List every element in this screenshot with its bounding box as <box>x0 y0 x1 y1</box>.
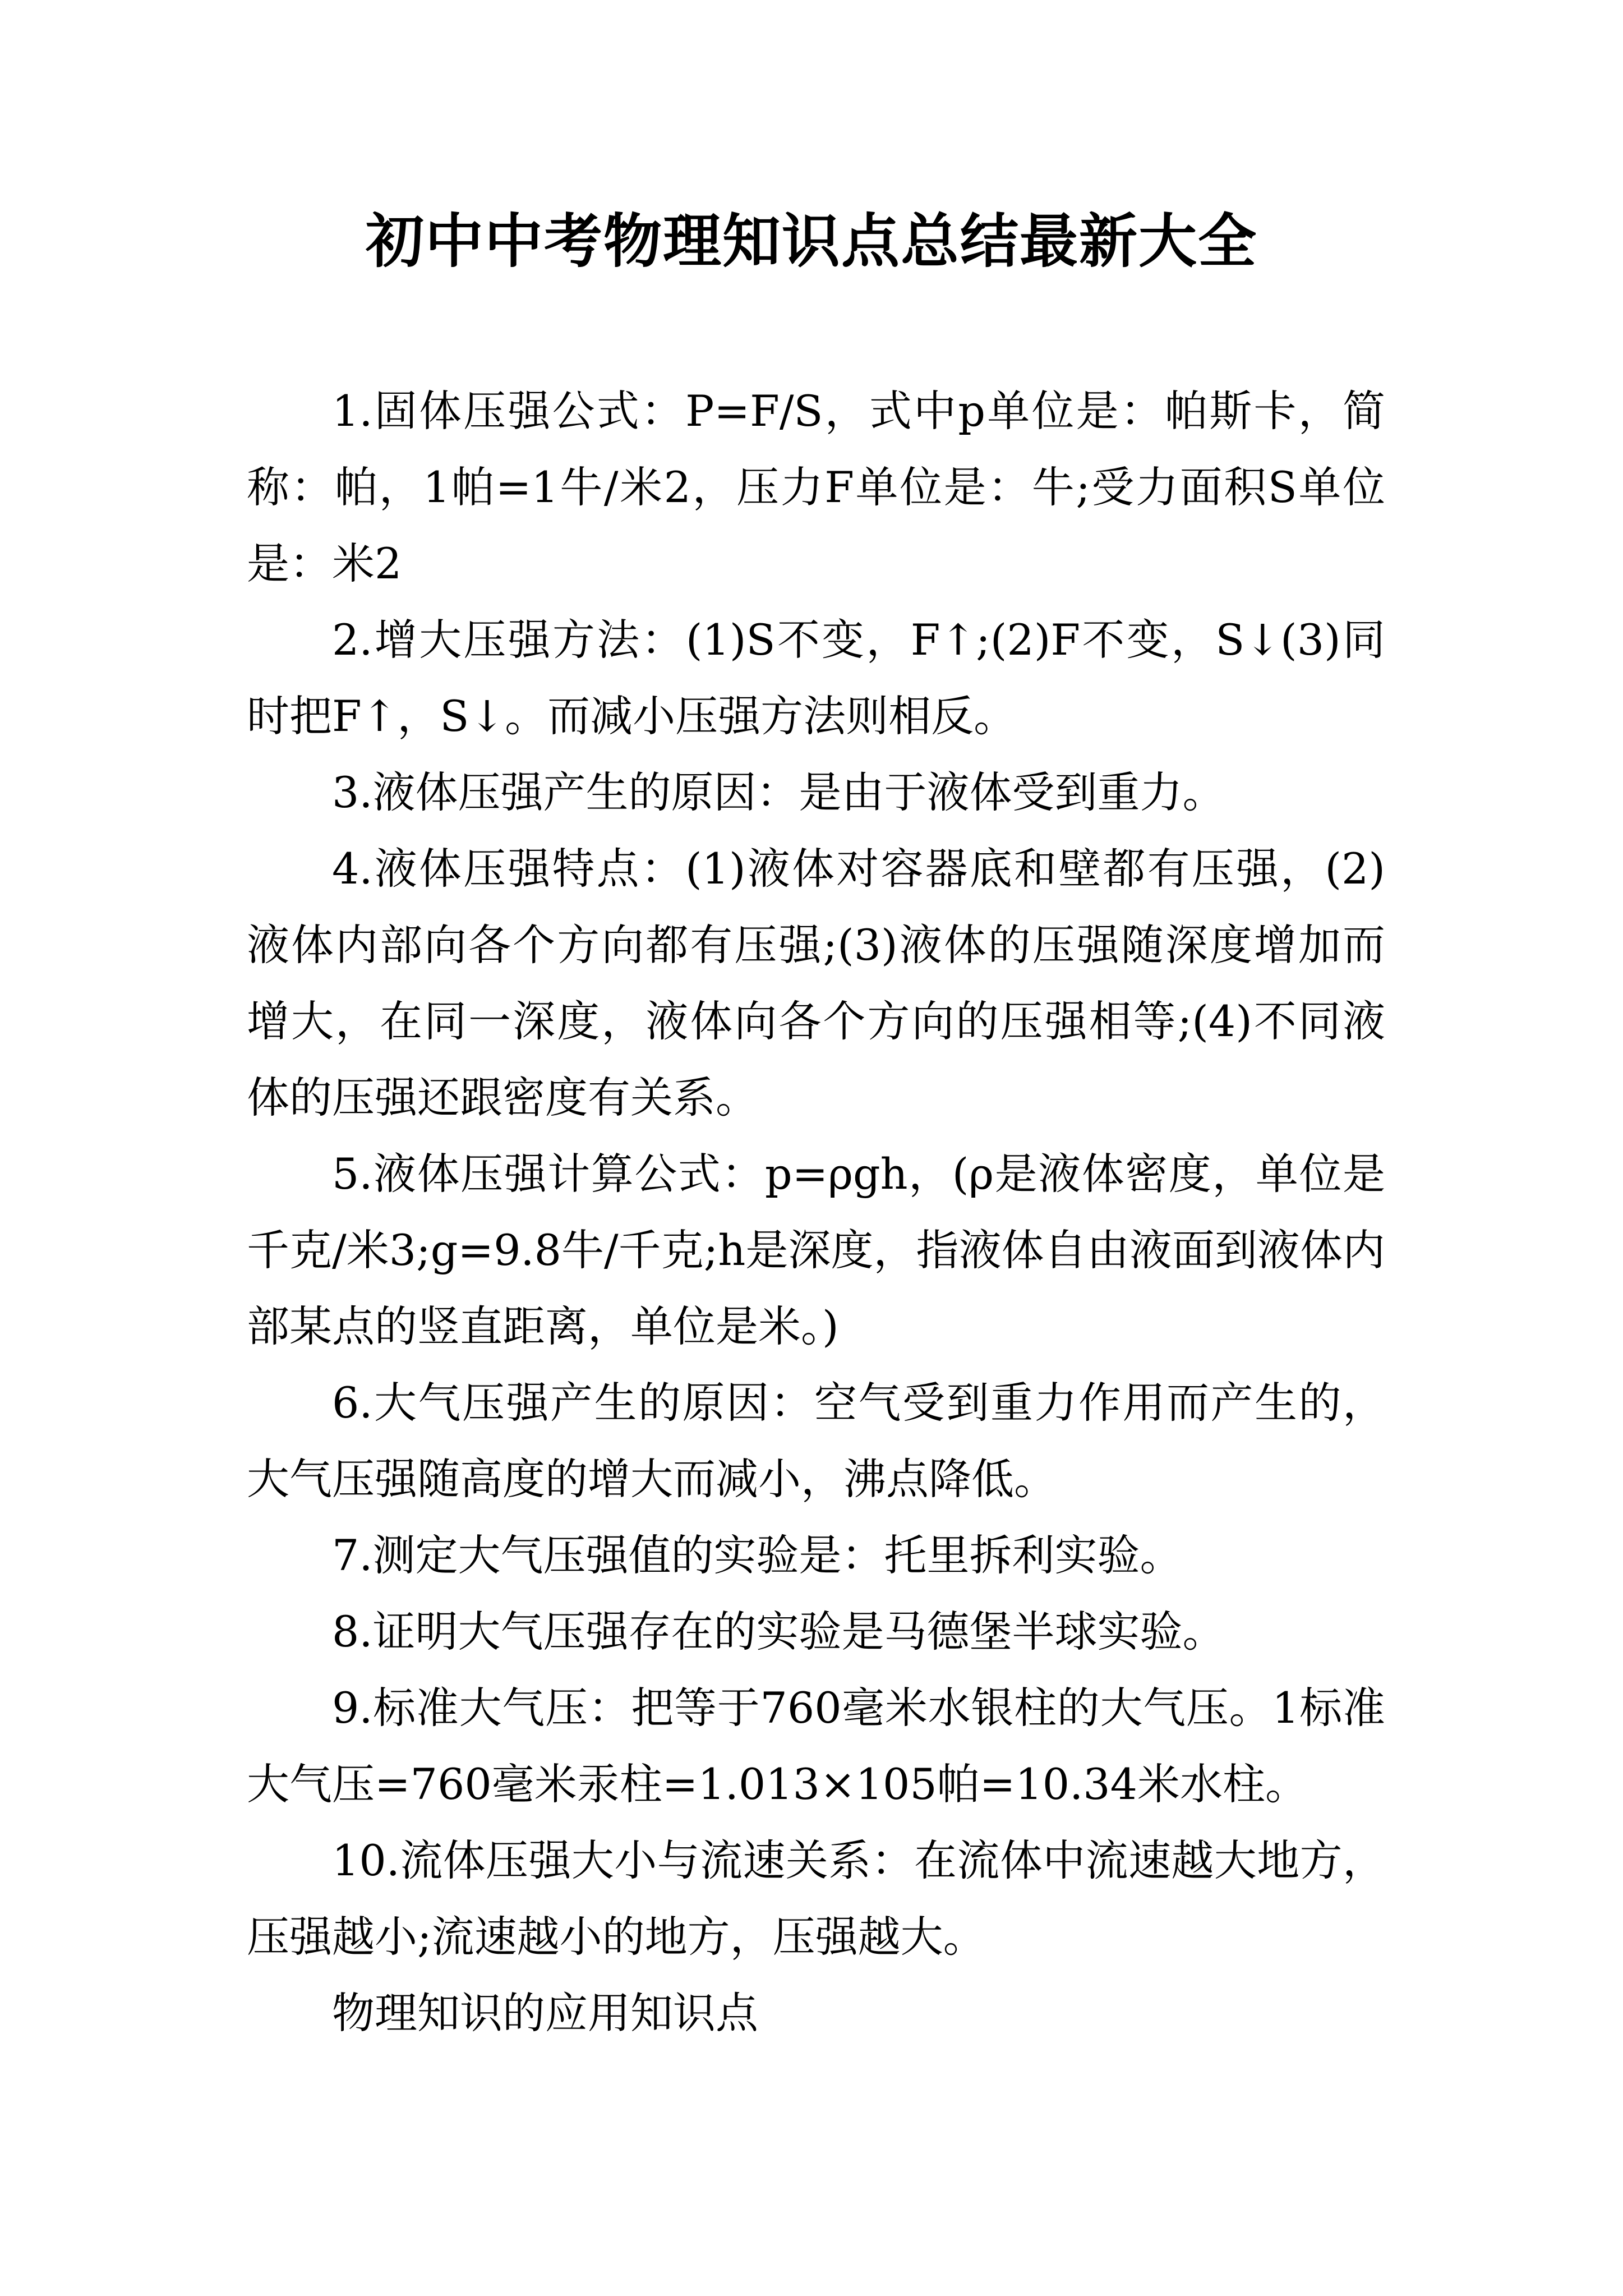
paragraph-7: 7.测定大气压强值的实验是：托里拆利实验。 <box>332 1530 1183 1580</box>
paragraph-3: 3.液体压强产生的原因：是由于液体受到重力。 <box>332 767 1225 817</box>
document-title: 初中中考物理知识点总结最新大全 <box>365 207 1257 275</box>
paragraph-8: 8.证明大气压强存在的实验是马德堡半球实验。 <box>332 1607 1225 1657</box>
paragraph-1: 1.固体压强公式：P=F/S，式中p单位是：帕斯卡，简称：帕，1帕=1牛/米2，压力F单位是：牛;受力面积S单位是：米2 <box>247 386 1385 588</box>
paragraph-10: 10.流体压强大小与流速关系：在流体中流速越大地方，压强越小;流速越小的地方，压强越大。 <box>247 1835 1385 1962</box>
document-body <box>247 373 1385 2051</box>
paragraph-5: 5.液体压强计算公式：p=ρgh，(ρ是液体密度，单位是千克/米3;g=9.8牛/千克;h是深度，指液体自由液面到液体内部某点的竖直距离，单位是米。) <box>247 1149 1385 1351</box>
paragraph-2: 2.增大压强方法：(1)S不变，F↑;(2)F不变，S↓(3)同时把F↑，S↓。而减小压强方法则相反。 <box>247 615 1385 741</box>
paragraph-6: 6.大气压强产生的原因：空气受到重力作用而产生的，大气压强随高度的增大而减小，沸点降低。 <box>247 1378 1385 1504</box>
paragraph-9: 9.标准大气压：把等于760毫米水银柱的大气压。1标准大气压=760毫米汞柱=1.013×105帕=10.34米水柱。 <box>247 1683 1385 1809</box>
paragraph-4: 4.液体压强特点：(1)液体对容器底和壁都有压强，(2)液体内部向各个方向都有压强;(3)液体的压强随深度增加而增大，在同一深度，液体向各个方向的压强相等;(4)不同液体的压强还跟密度有关系。 <box>247 844 1385 1122</box>
section-heading: 物理知识的应用知识点 <box>332 1988 758 2038</box>
